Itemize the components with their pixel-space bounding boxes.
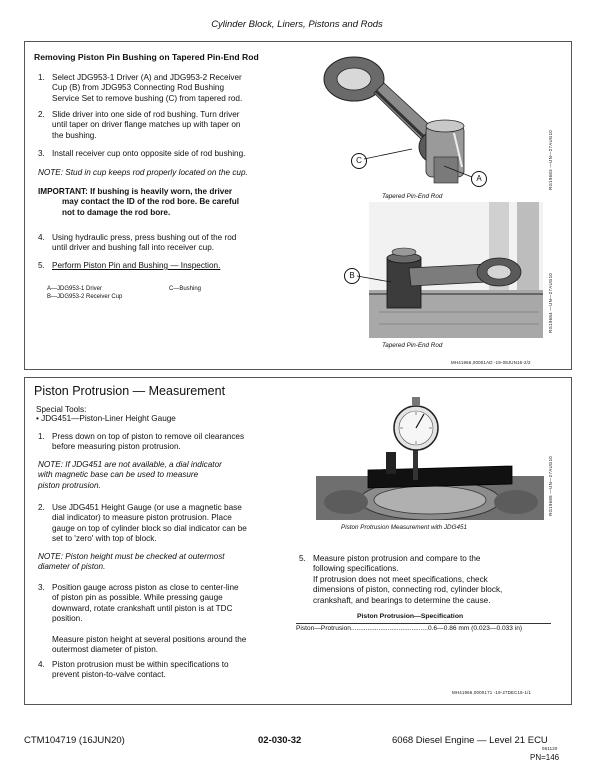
protrusion-note-1: NOTE: If JDG451 are not available, a dial indicator with magnetic base can be used to measure piston protrusion.	[38, 460, 222, 490]
legend-c: C—Bushing	[169, 286, 202, 292]
special-tools-item: • JDG451—Piston-Liner Height Gauge	[36, 414, 176, 423]
callout-c-label: C	[356, 156, 362, 165]
step-text: Press down on top of piston to remove oil clearances before measuring piston protrusion.	[52, 432, 245, 452]
legend-a: A—JDG953-1 Driver	[47, 286, 103, 292]
spec-row	[296, 625, 522, 632]
spec-label: Piston—Protrusion	[296, 625, 351, 632]
dial-indicator-illustration	[316, 392, 544, 520]
inspection-link[interactable]: Perform Piston Pin and Bushing — Inspection.	[52, 261, 221, 270]
step-number: 3.	[38, 583, 45, 592]
connecting-rod-driver-illustration	[316, 47, 544, 189]
step-number: 5.	[299, 554, 306, 563]
step-text: Piston protrusion must be within specifications to prevent piston-to-valve contact.	[52, 660, 229, 680]
figure-3-caption	[341, 524, 467, 531]
important-notice	[38, 187, 308, 197]
step-number: 4.	[38, 233, 45, 242]
footer-page-number: PN=146	[530, 753, 560, 762]
figure-1-id: RG19683 —UN—27AUG10	[548, 129, 553, 190]
callout-b-label: B	[349, 271, 355, 280]
figure-piston-protrusion	[316, 392, 544, 520]
step-text: Use JDG451 Height Gauge (or use a magnetic base dial indicator) to measure piston protrusion. Place gauge on top of cylinder block so dial indicator can be set to 'zero' with top of block.	[52, 503, 247, 544]
step-text: Measure piston protrusion and compare to the following specifications. If protrusion does not meet specifications, check dimensions of piston, connecting rod, cylinder block, crankshaft, and bearings to determine the cause.	[313, 554, 503, 605]
callout-a-leader	[444, 164, 474, 180]
figure-3-id: RG19685 —UN—27AUG10	[548, 455, 553, 516]
step-text: Position gauge across piston as close to center-line of piston pin as possible. While pressing gauge downward, rotate crankshaft until piston is at TDC position. Measure piston height at several positions around the outermost diameter of piston.	[52, 583, 247, 655]
step-text: Install receiver cup onto opposite side of rod bushing.	[52, 149, 246, 158]
step-number: 1.	[38, 432, 45, 441]
footer-title: 6068 Diesel Engine — Level 21 ECU	[392, 735, 548, 746]
section-bushing-title: Removing Piston Pin Bushing on Tapered Pin-End Rod	[34, 52, 259, 62]
spec-dots: ..........................................	[350, 625, 428, 632]
important-text: may contact the ID of the rod bore. Be careful not to damage the rod bore.	[62, 197, 239, 217]
step-number: 5.	[38, 261, 45, 270]
figure-tapered-rod-1	[316, 47, 544, 189]
callout-b-leader	[357, 272, 393, 286]
receiver-cup-press-illustration	[369, 202, 543, 338]
step-text: Using hydraulic press, press bushing out of the rod until driver and bushing fall into receiver cup.	[52, 233, 237, 253]
important-line1: If bushing is heavily worn, the driver	[90, 187, 233, 196]
step-number: 1.	[38, 73, 45, 82]
callout-c-leader	[364, 147, 414, 163]
footer-page-code: 02-030-32	[258, 735, 302, 746]
figure-2-caption: Tapered Pin-End Rod	[382, 342, 443, 349]
spec-divider	[296, 623, 551, 624]
section-protrusion-title: Piston Protrusion — Measurement	[34, 384, 226, 398]
spec-title: Piston Protrusion—Specification	[357, 613, 464, 620]
footer-sub: 061120	[542, 746, 558, 751]
footer-doc-id: CTM104719 (16JUN20)	[24, 735, 125, 746]
figure-3-caption-text: Piston Protrusion Measurement with JDG451	[341, 524, 467, 531]
step-number: 3.	[38, 149, 45, 158]
legend-b: B—JDG953-2 Receiver Cup	[47, 294, 123, 300]
important-label: IMPORTANT:	[38, 187, 88, 196]
section-1-ref: MH41966,00001AD -19-08JUN16-2/2	[451, 360, 531, 365]
page-header-title: Cylinder Block, Liners, Pistons and Rods	[211, 19, 383, 30]
step-text: Slide driver into one side of rod bushing. Turn driver until taper on driver flange matches up with taper on the bushing.	[52, 110, 241, 140]
step-number: 4.	[38, 660, 45, 669]
step-number: 2.	[38, 110, 45, 119]
callout-a-label: A	[476, 174, 482, 183]
protrusion-note-2: NOTE: Piston height must be checked at outermost diameter of piston.	[38, 552, 225, 572]
spec-value: 0.6—0.86 mm (0.023—0.033 in)	[427, 625, 523, 632]
special-tools-label: Special Tools:	[36, 405, 87, 414]
step-number: 2.	[38, 503, 45, 512]
section-2-ref: MH41966,0000171 -19-27DEC16-1/1	[452, 690, 532, 695]
step-text: Select JDG953-1 Driver (A) and JDG953-2 Receiver Cup (B) from JDG953 Connecting Rod Bushing Service Set to remove bushing (C) from tapered rod.	[52, 73, 243, 103]
figure-2-id: RG19684 —UN—27AUG10	[548, 272, 553, 333]
bushing-note: NOTE: Stud in cup keeps rod properly located on the cup.	[38, 168, 248, 177]
figure-tapered-rod-2	[369, 202, 543, 338]
figure-1-caption: Tapered Pin-End Rod	[382, 193, 443, 200]
